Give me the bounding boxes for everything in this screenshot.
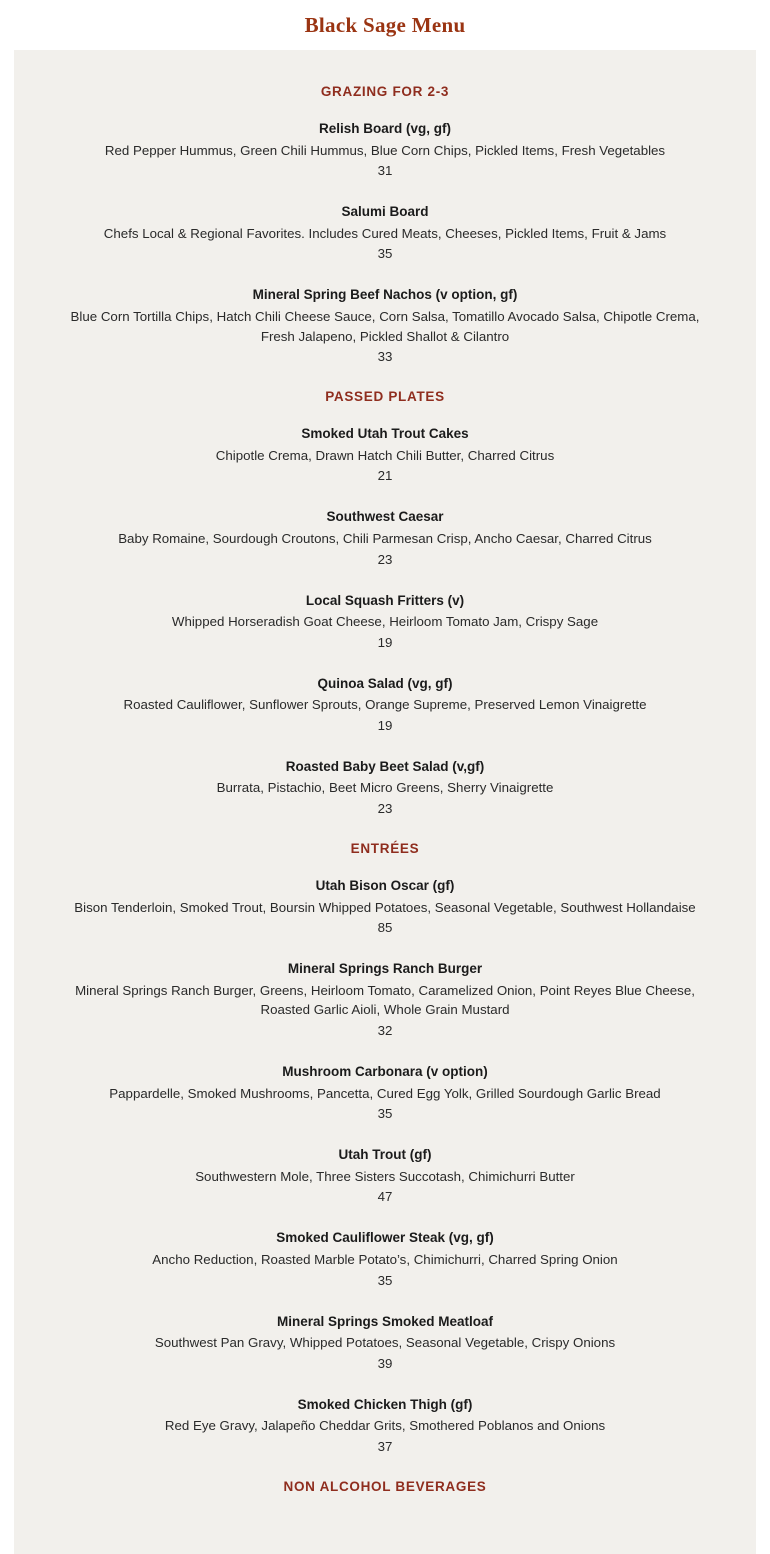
menu-item-description: Burrata, Pistachio, Beet Micro Greens, Sherry Vinaigrette bbox=[216, 780, 554, 796]
menu-item-description: Whipped Horseradish Goat Cheese, Heirloom Tomato Jam, Crispy Sage bbox=[171, 614, 599, 630]
menu-item bbox=[42, 424, 728, 486]
menu-item-price: 19 bbox=[377, 717, 393, 733]
menu-item bbox=[42, 959, 728, 1041]
menu-item-price: 37 bbox=[377, 1438, 393, 1454]
menu-item-name: Utah Trout (gf) bbox=[338, 1147, 432, 1163]
menu-item-name: Local Squash Fritters (v) bbox=[305, 592, 465, 608]
menu-item-price: 19 bbox=[377, 634, 393, 650]
menu-item-description: Southwestern Mole, Three Sisters Succotash, Chimichurri Butter bbox=[195, 1168, 575, 1184]
menu-item-name: Smoked Chicken Thigh (gf) bbox=[297, 1396, 473, 1412]
menu-item bbox=[42, 674, 728, 736]
menu-item-price: 35 bbox=[377, 246, 393, 262]
menu-item-description: Southwest Pan Gravy, Whipped Potatoes, Seasonal Vegetable, Crispy Onions bbox=[154, 1335, 616, 1351]
menu-item-name: Relish Board (vg, gf) bbox=[318, 121, 451, 136]
menu-item-description: Ancho Reduction, Roasted Marble Potato’s, Chimichurri, Charred Spring Onion bbox=[152, 1251, 618, 1267]
menu-item-price: 47 bbox=[377, 1189, 393, 1205]
menu-item-name: Mineral Springs Smoked Meatloaf bbox=[276, 1313, 494, 1329]
menu-item-price: 21 bbox=[377, 468, 393, 484]
menu-item-description: Mineral Springs Ranch Burger, Greens, Heirloom Tomato, Caramelized Onion, Point Reyes Blue Cheese, Roasted Garlic Aioli, Whole Grain Mustard bbox=[75, 982, 695, 1018]
menu-item bbox=[42, 202, 728, 264]
menu-item bbox=[42, 119, 728, 181]
menu-item-price: 23 bbox=[377, 551, 393, 567]
menu-item-name: Quinoa Salad (vg, gf) bbox=[317, 675, 453, 691]
menu-section bbox=[42, 841, 728, 1457]
menu-item-price: 85 bbox=[377, 920, 393, 936]
menu-item bbox=[42, 1145, 728, 1207]
menu-item-description: Baby Romaine, Sourdough Croutons, Chili Parmesan Crisp, Ancho Caesar, Charred Citrus bbox=[118, 530, 652, 546]
menu-item bbox=[42, 285, 728, 367]
section-heading: PASSED PLATES bbox=[325, 389, 445, 405]
menu-item-description: Red Pepper Hummus, Green Chili Hummus, Blue Corn Chips, Pickled Items, Fresh Vegetables bbox=[104, 142, 666, 158]
menu-item-price: 31 bbox=[377, 163, 393, 179]
menu-section bbox=[42, 1479, 728, 1494]
menu-item-description: Pappardelle, Smoked Mushrooms, Pancetta, Cured Egg Yolk, Grilled Sourdough Garlic Bread bbox=[109, 1085, 661, 1101]
section-heading: GRAZING FOR 2-3 bbox=[320, 84, 450, 99]
menu-item bbox=[42, 1228, 728, 1290]
menu-item-description: Roasted Cauliflower, Sunflower Sprouts, Orange Supreme, Preserved Lemon Vinaigrette bbox=[123, 697, 647, 713]
menu-item bbox=[42, 757, 728, 819]
menu-item-name: Mushroom Carbonara (v option) bbox=[282, 1064, 488, 1080]
menu-item bbox=[42, 591, 728, 653]
menu-item-name: Southwest Caesar bbox=[326, 509, 444, 525]
menu-item-price: 39 bbox=[377, 1355, 393, 1371]
menu-item bbox=[42, 1062, 728, 1124]
menu-body bbox=[14, 50, 756, 1554]
menu-item-description: Chefs Local & Regional Favorites. Includes Cured Meats, Cheeses, Pickled Items, Fruit & Jams bbox=[103, 225, 667, 241]
menu-section bbox=[42, 389, 728, 819]
menu-item-name: Utah Bison Oscar (gf) bbox=[315, 878, 455, 894]
menu-item-price: 35 bbox=[377, 1272, 393, 1288]
section-heading: ENTRÉES bbox=[350, 841, 420, 857]
menu-item-price: 33 bbox=[377, 349, 393, 365]
page-title: Black Sage Menu bbox=[0, 0, 770, 50]
menu-item-price: 35 bbox=[377, 1106, 393, 1122]
menu-item-name: Mineral Springs Ranch Burger bbox=[287, 961, 483, 977]
section-heading: NON ALCOHOL BEVERAGES bbox=[283, 1478, 487, 1494]
menu-item bbox=[42, 1312, 728, 1374]
menu-item-price: 23 bbox=[377, 801, 393, 817]
menu-section bbox=[42, 84, 728, 367]
menu-item-price: 32 bbox=[377, 1023, 393, 1039]
menu-item-name: Salumi Board bbox=[341, 204, 429, 220]
menu-item-name: Smoked Cauliflower Steak (vg, gf) bbox=[276, 1230, 494, 1246]
menu-item bbox=[42, 1395, 728, 1457]
menu-item-name: Mineral Spring Beef Nachos (v option, gf) bbox=[252, 287, 518, 303]
menu-item-description: Bison Tenderloin, Smoked Trout, Boursin Whipped Potatoes, Seasonal Vegetable, Southwest Hollandaise bbox=[74, 899, 696, 915]
menu-item-name: Roasted Baby Beet Salad (v,gf) bbox=[285, 758, 485, 774]
menu-item bbox=[42, 876, 728, 938]
menu-item-description: Red Eye Gravy, Jalapeño Cheddar Grits, Smothered Poblanos and Onions bbox=[164, 1418, 606, 1434]
menu-item-name: Smoked Utah Trout Cakes bbox=[301, 426, 469, 442]
menu-item bbox=[42, 507, 728, 569]
menu-item-description: Blue Corn Tortilla Chips, Hatch Chili Cheese Sauce, Corn Salsa, Tomatillo Avocado Salsa, Chipotle Crema, Fresh Jalapeno, Pickled Shallot & Cilantro bbox=[70, 308, 700, 344]
menu-item-description: Chipotle Crema, Drawn Hatch Chili Butter, Charred Citrus bbox=[215, 447, 555, 463]
